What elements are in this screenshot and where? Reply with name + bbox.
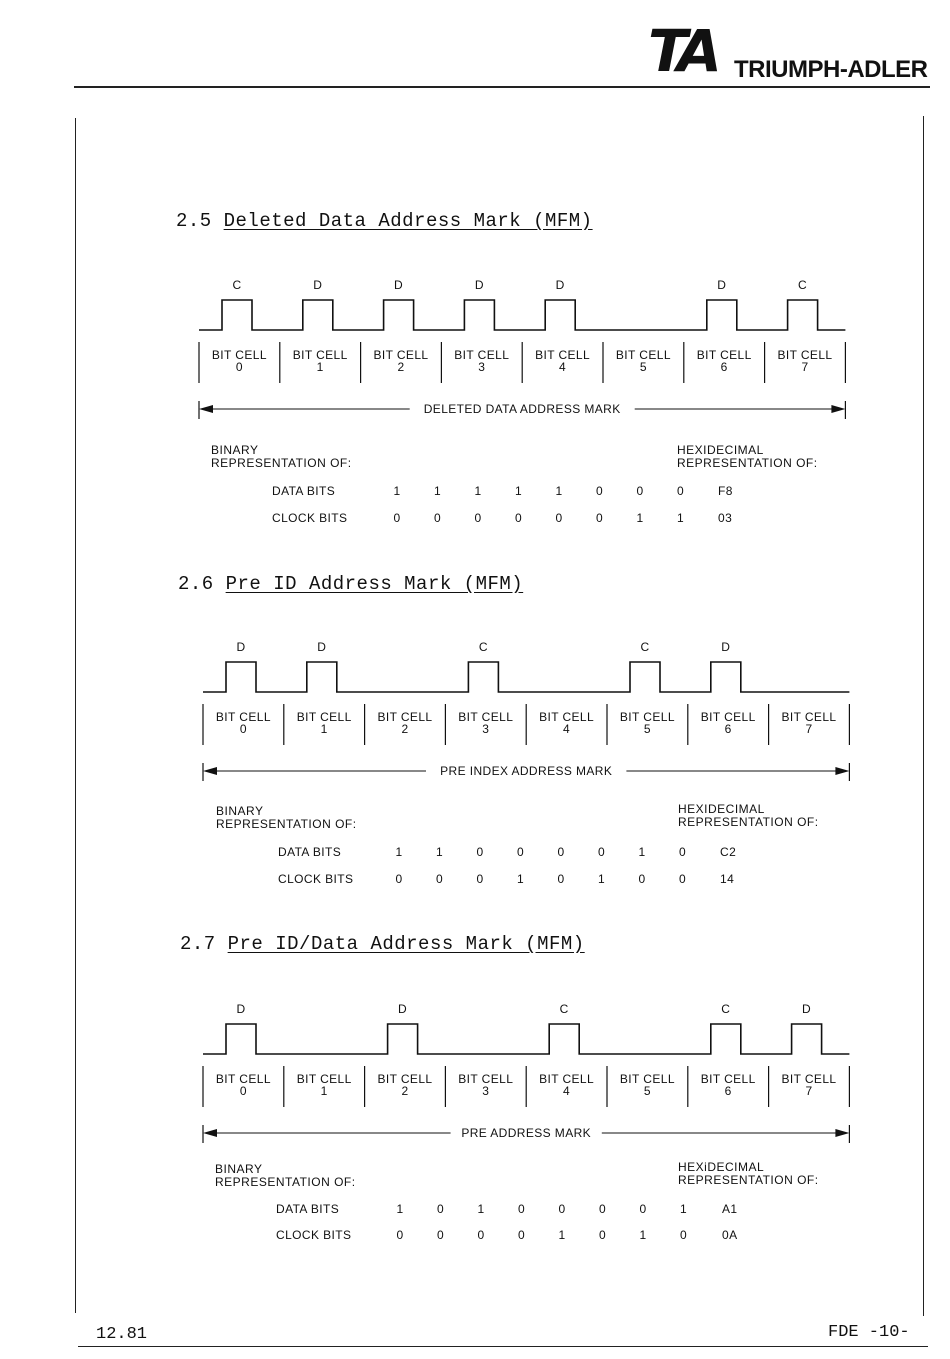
bit-value: 1 — [435, 845, 444, 859]
bit-value: 1 — [558, 1228, 566, 1242]
bit-row-label: DATA BITS — [276, 1202, 340, 1216]
pulse-label: D — [555, 278, 565, 292]
hex-value: 14 — [720, 872, 735, 886]
address-mark-label: PRE ADDRESS MARK — [461, 1126, 592, 1140]
bit-cell-number: 2 — [401, 1084, 409, 1098]
binary-label-line: BINARY — [215, 1162, 263, 1176]
pulse-label: C — [721, 1002, 731, 1016]
bit-value: 1 — [638, 845, 646, 859]
binary-label-line: REPRESENTATION OF: — [216, 817, 357, 831]
bit-cell-number: 0 — [239, 722, 247, 736]
bit-cell-number: 5 — [643, 1084, 651, 1098]
bit-cell-number: 1 — [320, 1084, 328, 1098]
bit-value: 1 — [474, 484, 482, 498]
pulse-label: C — [478, 640, 488, 654]
bit-cell-label: BIT CELL — [373, 348, 429, 362]
bit-value: 0 — [517, 1228, 526, 1242]
hex-label-line: HEXIDECIMAL — [677, 443, 764, 457]
pulse-label: D — [717, 278, 727, 292]
footer-rule — [78, 1346, 928, 1347]
pulse-label: D — [236, 640, 246, 654]
bit-cell-number: 1 — [316, 360, 324, 374]
hex-label-line: REPRESENTATION OF: — [677, 456, 818, 470]
bit-cell-label: BIT CELL — [619, 1072, 675, 1086]
bit-value: 0 — [395, 872, 403, 886]
hex-value: C2 — [720, 845, 737, 859]
bit-cell-label: BIT CELL — [615, 348, 671, 362]
logo-mark: TA — [648, 17, 716, 85]
bit-value: 1 — [396, 1202, 404, 1216]
bit-cell-label: BIT CELL — [377, 710, 433, 724]
bit-value: 0 — [597, 845, 606, 859]
bit-value: 0 — [476, 845, 484, 859]
bit-cell-number: 0 — [239, 1084, 247, 1098]
bit-value: 1 — [636, 511, 644, 525]
section-title: Pre ID/Data Address Mark (MFM) — [227, 933, 585, 955]
hex-value: A1 — [722, 1202, 738, 1216]
bit-cell-label: BIT CELL — [539, 1072, 595, 1086]
pulse-label: D — [317, 640, 327, 654]
section-number: 2.6 — [178, 573, 214, 595]
bit-cell-number: 2 — [397, 360, 405, 374]
bit-value: 1 — [676, 511, 685, 525]
bit-cell-number: 6 — [724, 1084, 732, 1098]
bit-cell-number: 5 — [643, 722, 651, 736]
bit-cell-label: BIT CELL — [777, 348, 833, 362]
arrow-left — [203, 767, 217, 775]
pulse-label: D — [394, 278, 404, 292]
bit-value: 0 — [678, 872, 687, 886]
bit-value: 0 — [477, 1228, 485, 1242]
bit-value: 1 — [514, 484, 523, 498]
bit-value: 0 — [676, 484, 685, 498]
binary-label-line: BINARY — [211, 443, 259, 457]
section-number: 2.7 — [180, 933, 216, 955]
arrow-right — [831, 405, 845, 413]
bit-cell-number: 7 — [805, 722, 813, 736]
bit-value: 1 — [433, 484, 442, 498]
binary-label-line: REPRESENTATION OF: — [211, 456, 352, 470]
bit-value: 0 — [595, 511, 604, 525]
binary-label-line: BINARY — [216, 804, 264, 818]
bit-cell-number: 1 — [320, 722, 328, 736]
bit-cell-number: 4 — [559, 360, 567, 374]
footer-page-number: FDE -10- — [828, 1323, 910, 1342]
bit-cell-number: 3 — [482, 1084, 490, 1098]
bit-value: 0 — [514, 511, 523, 525]
pulse-label: D — [236, 1002, 246, 1016]
bit-cell-label: BIT CELL — [458, 710, 514, 724]
pulse-label: D — [398, 1002, 408, 1016]
bit-value: 0 — [598, 1228, 607, 1242]
bit-value: 0 — [436, 1228, 445, 1242]
bit-row-label: CLOCK BITS — [276, 1228, 352, 1242]
pulse-label: D — [313, 278, 323, 292]
bit-cell-label: BIT CELL — [619, 710, 675, 724]
hex-label — [678, 803, 819, 829]
bit-value: 0 — [638, 872, 646, 886]
arrow-left — [203, 1129, 217, 1137]
bit-value: 0 — [393, 511, 401, 525]
bit-value: 0 — [517, 1202, 526, 1216]
bit-cell-label: BIT CELL — [781, 1072, 837, 1086]
waveform — [199, 300, 845, 330]
bit-value: 0 — [598, 1202, 607, 1216]
pulse-label: C — [559, 1002, 569, 1016]
binary-label-line: REPRESENTATION OF: — [215, 1175, 356, 1189]
hex-label — [678, 1161, 819, 1187]
bit-row-label: CLOCK BITS — [278, 872, 354, 886]
bit-cell-label: BIT CELL — [296, 1072, 352, 1086]
bit-cell-number: 4 — [563, 1084, 571, 1098]
bit-cell-label: BIT CELL — [696, 348, 752, 362]
bit-value: 0 — [636, 484, 644, 498]
binary-label — [215, 1163, 356, 1189]
bit-value: 0 — [476, 872, 484, 886]
bit-value: 1 — [393, 484, 401, 498]
bit-value: 0 — [558, 1202, 566, 1216]
bit-value: 0 — [433, 511, 442, 525]
address-mark-label: DELETED DATA ADDRESS MARK — [423, 402, 621, 416]
binary-label — [216, 805, 357, 831]
bit-value: 0 — [555, 511, 563, 525]
bit-cell-number: 6 — [720, 360, 728, 374]
bit-value: 0 — [436, 1202, 445, 1216]
hex-value: F8 — [718, 484, 733, 498]
pulse-label: D — [721, 640, 731, 654]
bit-value: 0 — [639, 1202, 647, 1216]
bit-value: 1 — [555, 484, 563, 498]
bit-cell-number: 5 — [639, 360, 647, 374]
section-number: 2.5 — [176, 210, 212, 232]
hex-label-line: REPRESENTATION OF: — [678, 1173, 819, 1187]
bit-cell-number: 7 — [805, 1084, 813, 1098]
bit-cell-label: BIT CELL — [700, 1072, 756, 1086]
bit-value: 1 — [639, 1228, 647, 1242]
bit-row-label: DATA BITS — [278, 845, 342, 859]
hex-label-line: HEXiDECIMAL — [678, 1160, 765, 1174]
bit-value: 1 — [477, 1202, 485, 1216]
bit-cell-number: 3 — [482, 722, 490, 736]
section-title: Pre ID Address Mark (MFM) — [225, 573, 524, 595]
bit-cell-label: BIT CELL — [781, 710, 837, 724]
waveform — [203, 662, 849, 692]
bit-cell-label: BIT CELL — [292, 348, 348, 362]
bit-value: 0 — [679, 1228, 688, 1242]
bit-value: 0 — [516, 845, 525, 859]
arrow-left — [199, 405, 213, 413]
bit-value: 1 — [516, 872, 525, 886]
hex-label — [677, 444, 818, 470]
waveform — [203, 1024, 849, 1054]
bit-value: 1 — [597, 872, 606, 886]
bit-value: 0 — [474, 511, 482, 525]
bit-cell-label: BIT CELL — [296, 710, 352, 724]
bit-value: 1 — [395, 845, 403, 859]
hex-label-line: HEXIDECIMAL — [678, 802, 765, 816]
bit-value: 0 — [435, 872, 444, 886]
bit-cell-label: BIT CELL — [458, 1072, 514, 1086]
bit-cell-label: BIT CELL — [215, 1072, 271, 1086]
bit-cell-label: BIT CELL — [539, 710, 595, 724]
bit-value: 0 — [396, 1228, 404, 1242]
bit-cell-label: BIT CELL — [215, 710, 271, 724]
bit-cell-number: 6 — [724, 722, 732, 736]
bit-cell-number: 2 — [401, 722, 409, 736]
section-title: Deleted Data Address Mark (MFM) — [223, 210, 593, 232]
bit-cell-number: 4 — [563, 722, 571, 736]
pulse-label: C — [232, 278, 242, 292]
bit-value: 0 — [557, 872, 565, 886]
footer-date: 12.81 — [96, 1325, 148, 1344]
pulse-label: C — [640, 640, 650, 654]
bit-row-label: DATA BITS — [272, 484, 336, 498]
pulse-label: D — [474, 278, 484, 292]
bit-cell-number: 7 — [801, 360, 809, 374]
arrow-right — [835, 767, 849, 775]
bit-row-label: CLOCK BITS — [272, 511, 348, 525]
bit-value: 0 — [557, 845, 565, 859]
bit-value: 0 — [678, 845, 687, 859]
address-mark-label: PRE INDEX ADDRESS MARK — [440, 764, 613, 778]
arrow-right — [835, 1129, 849, 1137]
binary-label — [211, 444, 352, 470]
bit-cell-number: 3 — [478, 360, 486, 374]
hex-label-line: REPRESENTATION OF: — [678, 815, 819, 829]
bit-cell-label: BIT CELL — [211, 348, 267, 362]
logo-name: TRIUMPH-ADLER — [734, 56, 928, 83]
bit-cell-label: BIT CELL — [700, 710, 756, 724]
bit-value: 1 — [679, 1202, 688, 1216]
bit-value: 0 — [595, 484, 604, 498]
pulse-label: D — [802, 1002, 812, 1016]
bit-cell-label: BIT CELL — [454, 348, 510, 362]
bit-cell-number: 0 — [235, 360, 243, 374]
hex-value: 0A — [722, 1228, 738, 1242]
pulse-label: C — [798, 278, 808, 292]
bit-cell-label: BIT CELL — [377, 1072, 433, 1086]
bit-cell-label: BIT CELL — [535, 348, 591, 362]
hex-value: 03 — [718, 511, 733, 525]
